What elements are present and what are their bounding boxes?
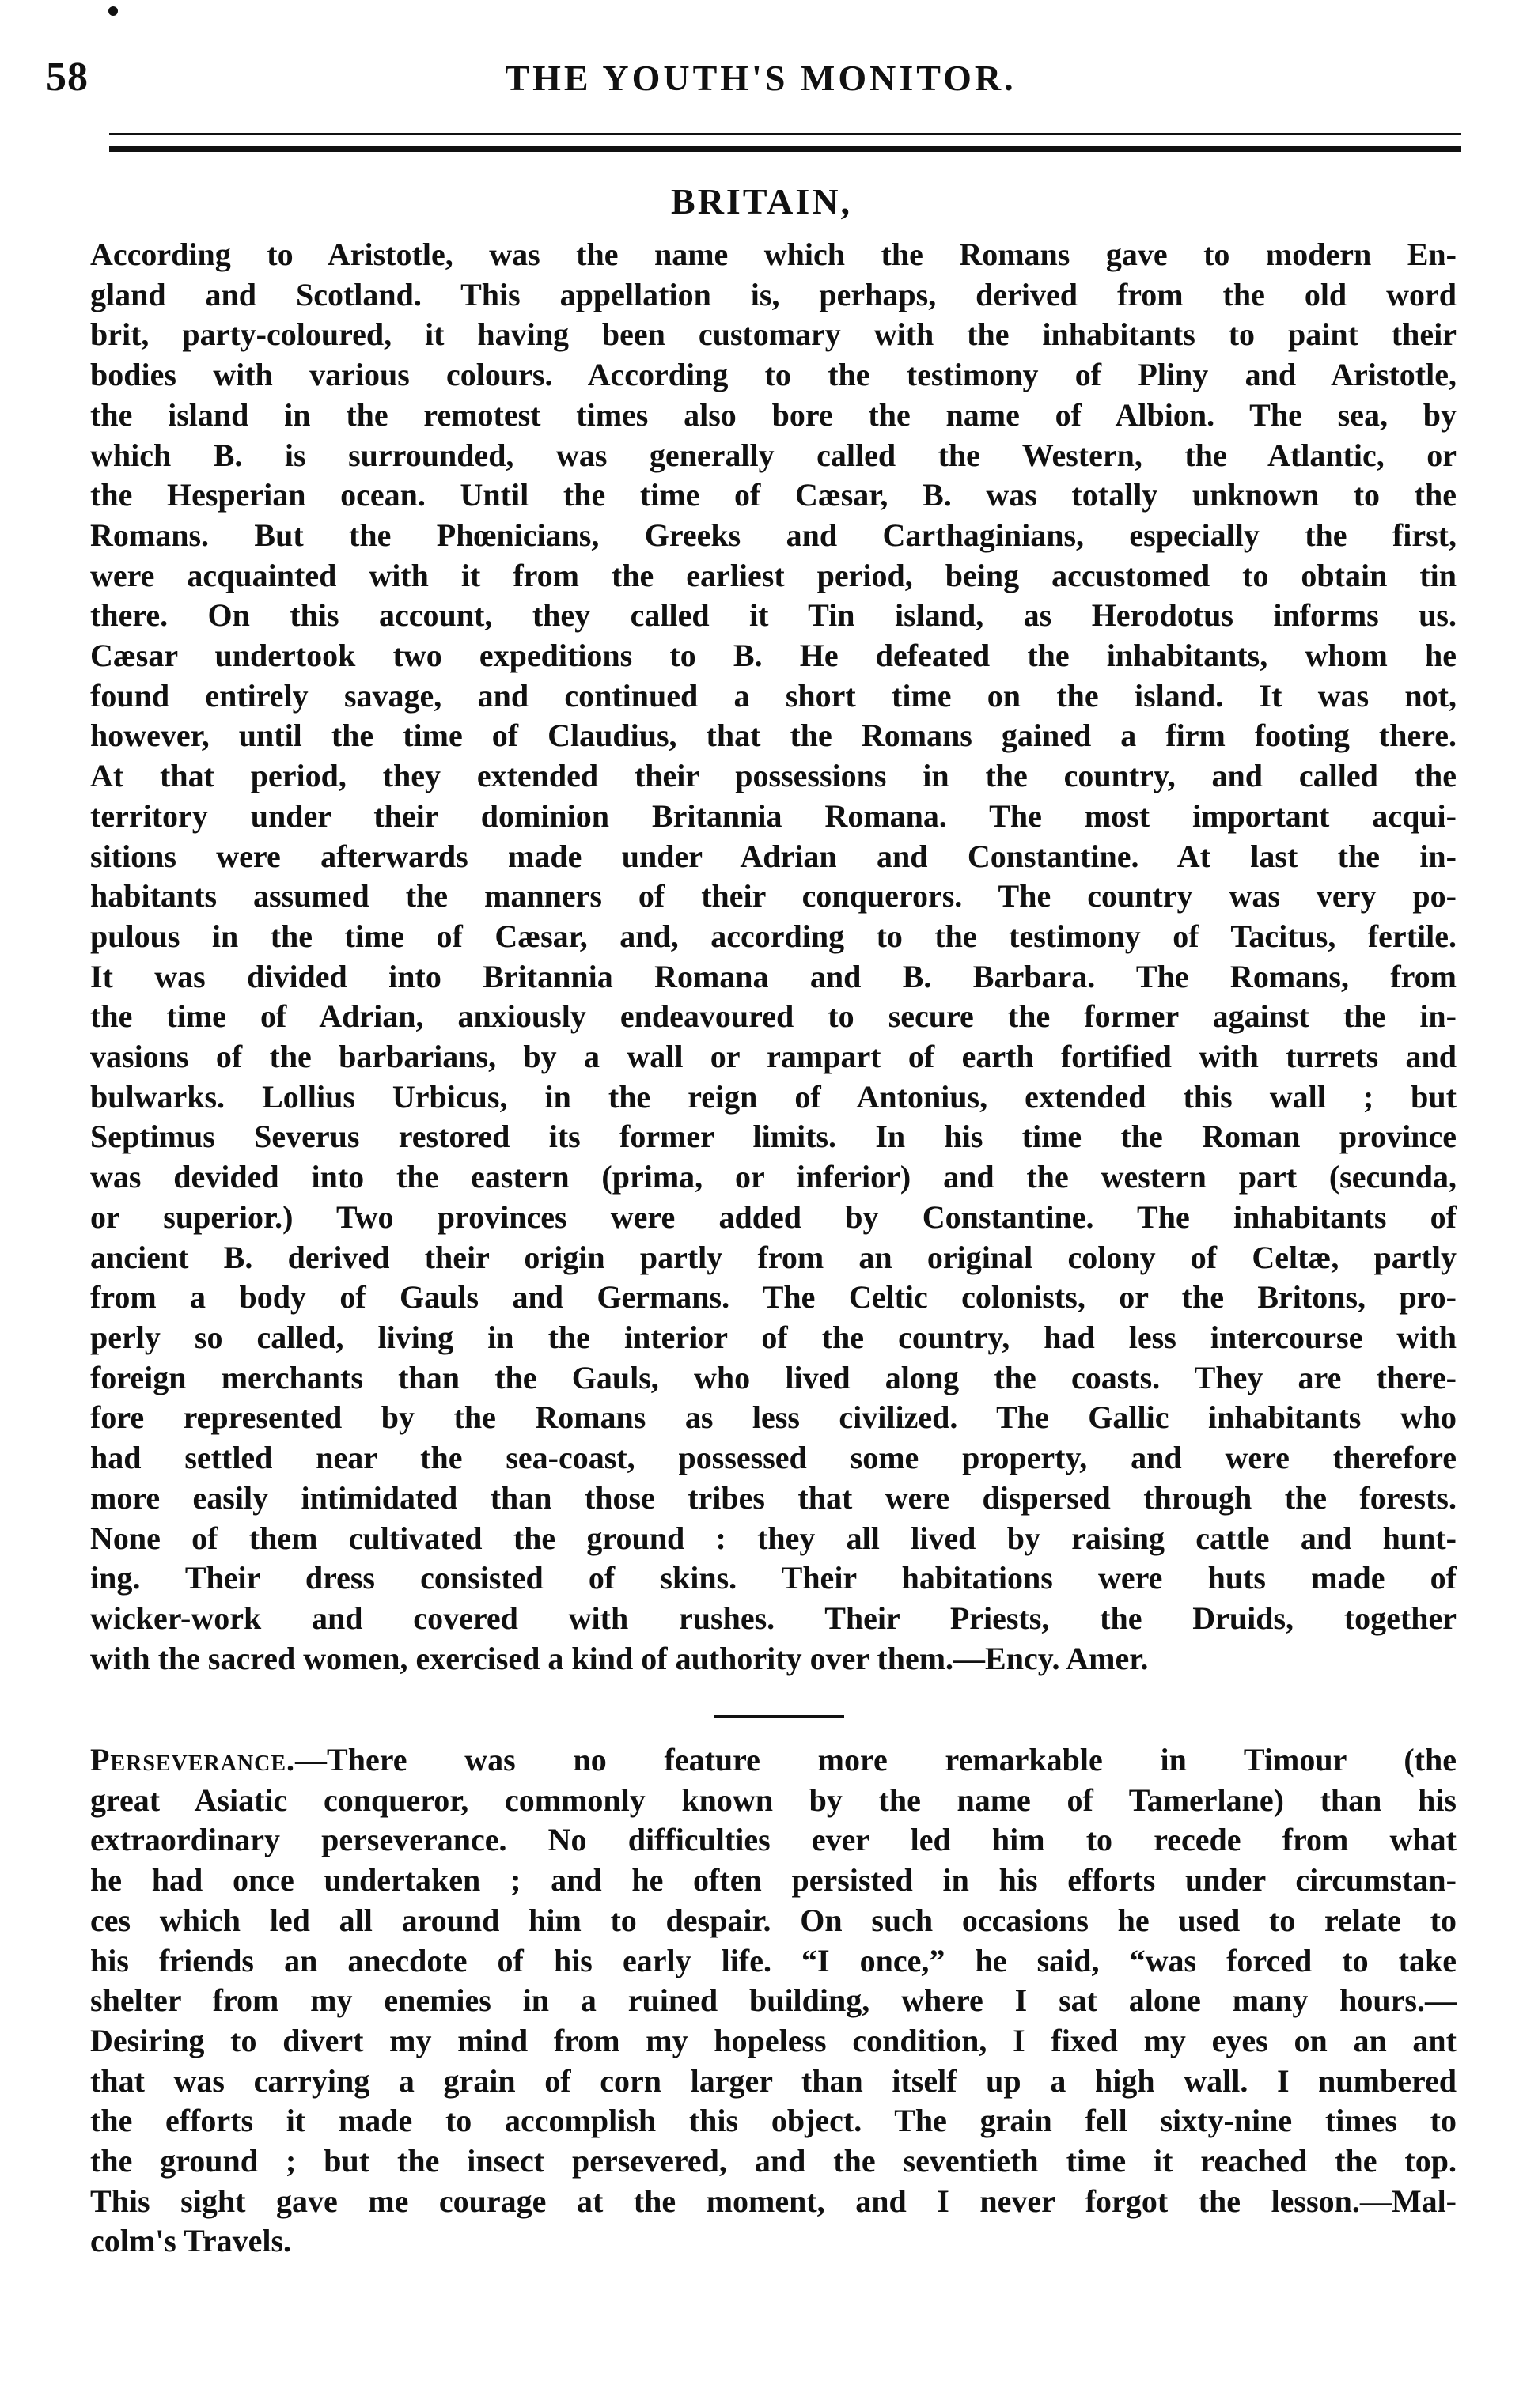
text-line: It was divided into Britannia Romana and B. Barbara. The Romans, from xyxy=(90,958,1457,994)
text-line: brit, party-coloured, it having been customary with the inhabitants to paint their xyxy=(90,316,1457,353)
text-line: the ground ; but the insect persevered, and the seventieth time it reached the top. xyxy=(90,2143,1457,2179)
text-line: there. On this account, they called it Tin island, as Herodotus informs us. xyxy=(90,597,1457,634)
text-line: had settled near the sea-coast, possessed some property, and were therefore xyxy=(90,1440,1457,1476)
text-line-rest: —There was no feature more remarkable in Timour (the xyxy=(295,1742,1457,1778)
text-line: extraordinary perseverance. No difficulties ever led him to recede from what xyxy=(90,1822,1457,1858)
text-line xyxy=(90,1740,1457,1781)
article-body-britain xyxy=(90,235,1457,1679)
text-line: however, until the time of Claudius, that the Romans gained a firm footing there. xyxy=(90,717,1457,754)
text-line: sitions were afterwards made under Adrian and Constantine. At last the in- xyxy=(90,838,1457,874)
text-line: from a body of Gauls and Germans. The Celtic colonists, or the Britons, pro- xyxy=(90,1279,1457,1316)
text-line: foreign merchants than the Gauls, who lived along the coasts. They are there- xyxy=(90,1359,1457,1395)
text-line: This sight gave me courage at the moment, and I never forgot the lesson.—Mal- xyxy=(90,2183,1457,2219)
text-line: or superior.) Two provinces were added by Constantine. The inhabitants of xyxy=(90,1198,1457,1235)
text-line: which B. is surrounded, was generally called the Western, the Atlantic, or xyxy=(90,437,1457,473)
text-line: his friends an anecdote of his early life. “I once,” he said, “was forced to take xyxy=(90,1942,1457,1978)
text-line: the island in the remotest times also bore the name of Albion. The sea, by xyxy=(90,396,1457,433)
text-line: more easily intimidated than those tribes that were dispersed through the forests. xyxy=(90,1479,1457,1516)
text-line: According to Aristotle, was the name which the Romans gave to modern En- xyxy=(90,237,1457,272)
text-line: he had once undertaken ; and he often persisted in his efforts under circumstan- xyxy=(90,1862,1457,1899)
header-double-rule xyxy=(109,133,1461,152)
section-separator-rule xyxy=(714,1715,844,1718)
text-line: perly so called, living in the interior of the country, had less intercourse with xyxy=(90,1319,1457,1355)
text-line: was devided into the eastern (prima, or inferior) and the western part (secunda, xyxy=(90,1159,1457,1195)
text-line: were acquainted with it from the earliest period, being accustomed to obtain tin xyxy=(90,557,1457,593)
section-lead-perseverance: Perseverance. xyxy=(90,1742,296,1778)
text-line: bulwarks. Lollius Urbicus, in the reign of Antonius, extended this wall ; but xyxy=(90,1078,1457,1115)
page-header xyxy=(46,54,1476,109)
text-line: At that period, they extended their possessions in the country, and called the xyxy=(90,758,1457,794)
text-line: wicker-work and covered with rushes. Their Priests, the Druids, together xyxy=(90,1600,1457,1636)
text-line: the Hesperian ocean. Until the time of Cæsar, B. was totally unknown to the xyxy=(90,477,1457,513)
text-line: ing. Their dress consisted of skins. Their habitations were huts made of xyxy=(90,1560,1457,1596)
text-line: found entirely savage, and continued a short time on the island. It was not, xyxy=(90,677,1457,714)
text-line: Desiring to divert my mind from my hopeless condition, I fixed my eyes on an ant xyxy=(90,2022,1457,2058)
text-line: the efforts it made to accomplish this object. The grain fell sixty-nine times to xyxy=(90,2103,1457,2139)
text-line: None of them cultivated the ground : they all lived by raising cattle and hunt- xyxy=(90,1520,1457,1556)
text-line: habitants assumed the manners of their conquerors. The country was very po- xyxy=(90,878,1457,914)
text-line: territory under their dominion Britannia Romana. The most important acqui- xyxy=(90,797,1457,834)
text-line: Septimus Severus restored its former limits. In his time the Roman province xyxy=(90,1119,1457,1155)
article-title-britain: BRITAIN, xyxy=(671,181,852,221)
text-line: bodies with various colours. According to the testimony of Pliny and Aristotle, xyxy=(90,357,1457,393)
text-line: colm's Travels. xyxy=(90,2223,292,2259)
text-line: gland and Scotland. This appellation is, perhaps, derived from the old word xyxy=(90,276,1457,312)
text-line: vasions of the barbarians, by a wall or rampart of earth fortified with turrets and xyxy=(90,1039,1457,1075)
article-body-perseverance xyxy=(90,1740,1457,2262)
text-line: great Asiatic conqueror, commonly known by the name of Tamerlane) than his xyxy=(90,1781,1457,1818)
text-line: fore represented by the Romans as less civilized. The Gallic inhabitants who xyxy=(90,1399,1457,1436)
text-line: shelter from my enemies in a ruined building, where I sat alone many hours.— xyxy=(90,1982,1457,2019)
text-line: ancient B. derived their origin partly from an original colony of Celtæ, partly xyxy=(90,1239,1457,1275)
text-line: that was carrying a grain of corn larger than itself up a high wall. I numbered xyxy=(90,2062,1457,2099)
text-line: the time of Adrian, anxiously endeavoured to secure the former against the in- xyxy=(90,998,1457,1035)
text-line: with the sacred women, exercised a kind of authority over them.—Ency. Amer. xyxy=(90,1640,1149,1676)
text-line: Cæsar undertook two expeditions to B. He defeated the inhabitants, whom he xyxy=(90,638,1457,674)
text-line: Romans. But the Phœnicians, Greeks and Carthaginians, especially the first, xyxy=(90,517,1457,553)
running-title: THE YOUTH'S MONITOR. xyxy=(505,58,1017,98)
text-line: ces which led all around him to despair. On such occasions he used to relate to xyxy=(90,1902,1457,1938)
ink-dot xyxy=(108,6,118,16)
text-line: pulous in the time of Cæsar, and, according to the testimony of Tacitus, fertile. xyxy=(90,918,1457,954)
page-number: 58 xyxy=(46,55,89,100)
